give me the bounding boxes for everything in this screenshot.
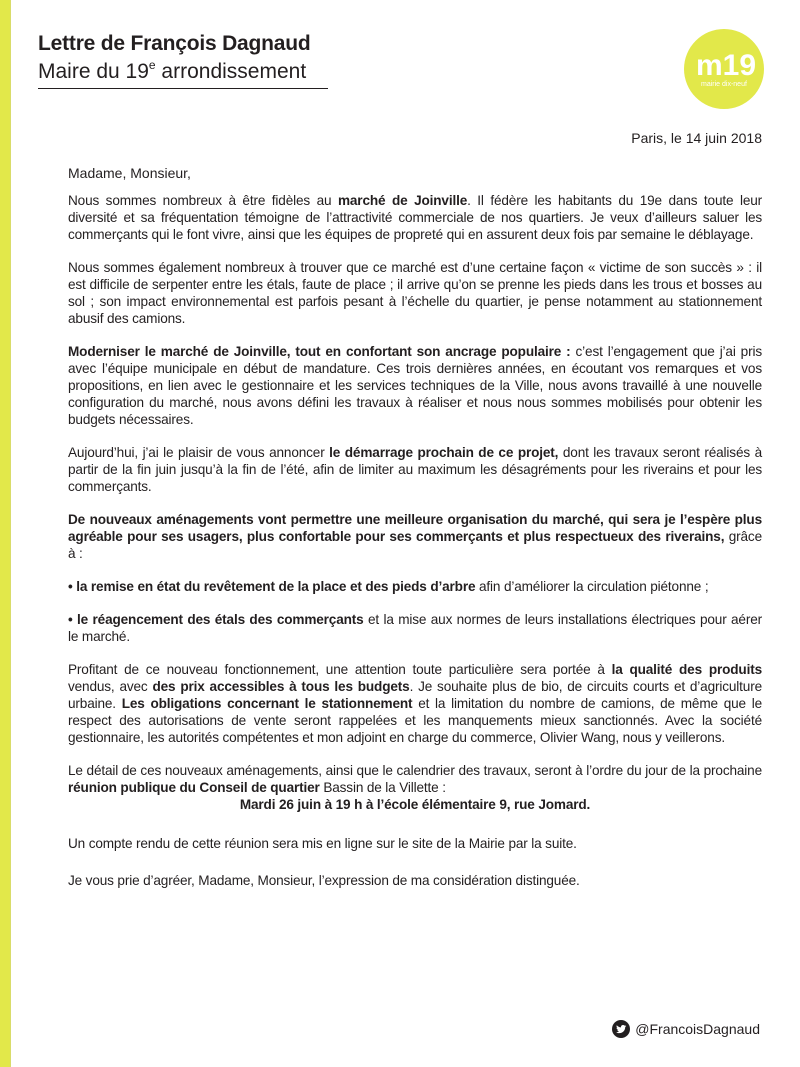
twitter-handle[interactable]: @FrancoisDagnaud <box>635 1021 760 1037</box>
bullet-2: • le réagencement des étals des commerçants et la mise aux normes de leurs installations électriques pour aérer le marché. <box>68 612 762 644</box>
paragraph-1: Nous sommes nombreux à être fidèles au marché de Joinville. Il fédère les habitants du 19e dans toute leur diversité et sa fréquentation témoigne de l’attractivité commerciale de nos quartiers. Je veux d’ailleurs saluer les commerçants qui le font vivre, ainsi que les équipes de propreté qui en assurent deux fois par semaine le déblayage. <box>68 193 763 242</box>
closing-paragraph: Je vous prie d’agréer, Madame, Monsieur, l’expression de ma considération distinguée. <box>68 873 580 888</box>
meeting-announcement: Mardi 26 juin à 19 h à l’école élémentaire 9, rue Jomard. <box>239 797 591 812</box>
accent-side-line <box>10 0 11 1067</box>
paragraph-3: Moderniser le marché de Joinville, tout en confortant son ancrage populaire : c’est l’engagement que j’ai pris avec l’équipe municipale en début de mandature. Ces trois dernières années, en écoutant vos remarques et vos propositions, en lien avec le gestionnaire et les services techniques de la Ville, nous avons travaillé à une nouvelle configuration du marché, nous avons défini les travaux à réaliser et nous nous sommes mobilisés pour obtenir les budgets nécessaires. <box>68 344 762 427</box>
letter-title: Lettre de François Dagnaud <box>38 32 311 55</box>
mairie-19-logo <box>676 15 776 115</box>
letter-date: Paris, le 14 juin 2018 <box>631 130 762 146</box>
twitter-icon <box>612 1020 630 1038</box>
paragraph-7: Le détail de ces nouveaux aménagements, ainsi que le calendrier des travaux, seront à l’ordre du jour de la prochaine réunion publique du Conseil de quartier Bassin de la Villette : <box>68 763 762 795</box>
paragraph-5: De nouveaux aménagements vont permettre une meilleure organisation du marché, qui sera je l’espère plus agréable pour ses usagers, plus confortable pour ses commerçants et plus respectueux des riverains, grâce à : <box>68 512 762 561</box>
salutation: Madame, Monsieur, <box>68 165 191 181</box>
letter-body <box>68 192 762 905</box>
letter-subtitle: Maire du 19e arrondissement <box>38 58 307 83</box>
bullet-1: • la remise en état du revêtement de la place et des pieds d’arbre afin d’améliorer la circulation piétonne ; <box>68 579 709 594</box>
paragraph-4: Aujourd’hui, j’ai le plaisir de vous annoncer le démarrage prochain de ce projet, dont les travaux seront réalisés à partir de la fin juin jusqu’à la fin de l’été, afin de limiter au maximum les désagréments pour les riverains et pour les commerçants. <box>68 445 762 494</box>
paragraph-6: Profitant de ce nouveau fonctionnement, une attention toute particulière sera portée à la qualité des produits vendus, avec des prix accessibles à tous les budgets. Je souhaite plus de bio, de circuits courts et d’agriculture urbaine. Les obligations concernant le stationnement et la limitation du nombre de camions, de même que le respect des autorisations de vente seront rappelées et les manquements mieux sanctionnés. Avec la société gestionnaire, les autorités compétentes et mon adjoint en charge du commerce, Olivier Wang, nous y veillerons. <box>68 662 762 745</box>
svg-text:mairie dix-neuf: mairie dix-neuf <box>701 81 747 88</box>
header-divider <box>38 88 328 89</box>
accent-side-bar <box>0 0 10 1067</box>
paragraph-8: Un compte rendu de cette réunion sera mis en ligne sur le site de la Mairie par la suite. <box>68 836 577 851</box>
svg-text:m19: m19 <box>696 49 757 82</box>
twitter-signature[interactable] <box>612 1020 760 1038</box>
paragraph-2: Nous sommes également nombreux à trouver que ce marché est d’une certaine façon « victime de son succès » : il est difficile de serpenter entre les étals, faute de place ; il arrive qu’on se prenne les pieds dans les trous et bosses au sol ; son impact environnemental est parfois pesant à l’échelle du quartier, je pense notamment au stationnement abusif des camions. <box>68 260 762 326</box>
